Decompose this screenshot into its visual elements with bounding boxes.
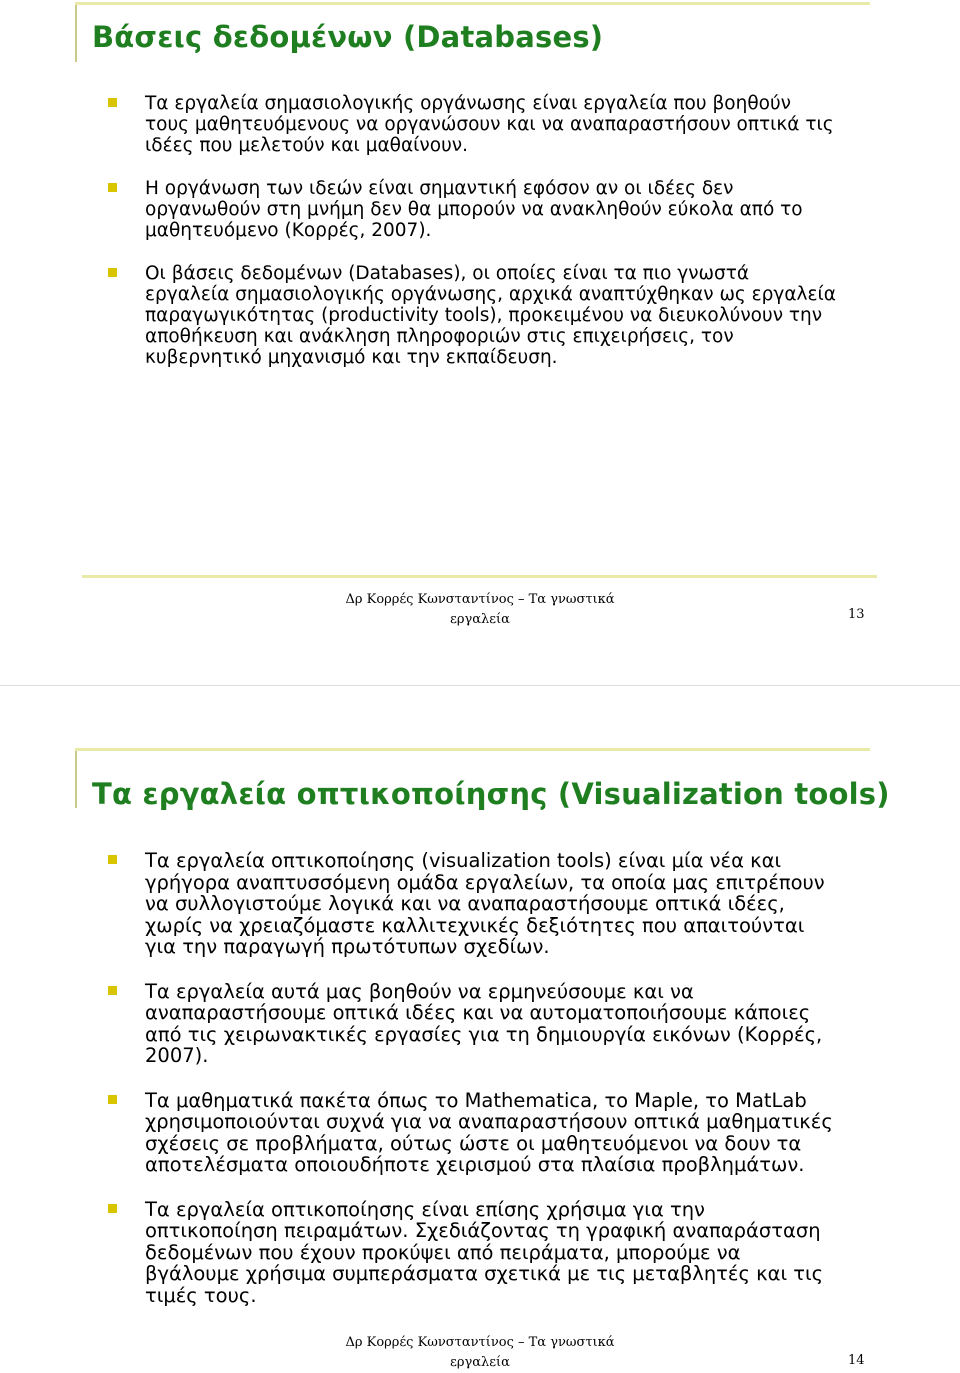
square-bullet-icon bbox=[108, 855, 117, 864]
bullet-item bbox=[108, 1199, 838, 1307]
square-bullet-icon bbox=[108, 986, 117, 995]
footer-divider bbox=[82, 575, 877, 578]
bullet-item bbox=[108, 981, 838, 1067]
slide-title: Τα εργαλεία οπτικοποίησης (Visualization tools) bbox=[92, 777, 890, 811]
bullet-text: Τα εργαλεία αυτά μας βοηθούν να ερμηνεύσουμε και να αναπαραστήσουμε οπτικά ιδέες και να αυτοματοποιήσουμε κάποιες από τις χειρωνακτικές εργασίες για τη δημιουργία εικόνων (Κορρές, 2007). bbox=[145, 979, 823, 1067]
square-bullet-icon bbox=[108, 183, 117, 192]
footer-author: Δρ Κορρές Κωνσταντίνος – Τα γνωστικά bbox=[345, 1335, 615, 1350]
slide-13 bbox=[0, 0, 960, 640]
page-number: 13 bbox=[848, 607, 865, 622]
bullet-text: Τα εργαλεία οπτικοποίησης είναι επίσης χρήσιμα για την οπτικοποίηση πειραμάτων. Σχεδιάζοντας τη γραφική αναπαράσταση δεδομένων που έχουν προκύψει από πειράματα, μπορούμε να βγάλουμε χρήσιμα συμπεράσματα σχετικά με τις μεταβλητές και τις τιμές τους. bbox=[145, 1197, 824, 1307]
footer-author: Δρ Κορρές Κωνσταντίνος – Τα γνωστικά bbox=[345, 592, 615, 607]
bullet-item bbox=[108, 263, 838, 368]
bullet-item bbox=[108, 178, 838, 241]
title-accent-horizontal bbox=[75, 748, 870, 751]
bullet-text: Οι βάσεις δεδομένων (Databases), οι οποίες είναι τα πιο γνωστά εργαλεία σημασιολογικής οργάνωσης, αρχικά αναπτύχθηκαν ως εργαλεία παραγωγικότητας (productivity tools), προκειμένου να διευκολύνουν την αποθήκευση και ανάκληση πληροφοριών στις επιχειρήσεις, τον κυβερνητικό μηχανισμό και την εκπαίδευση. bbox=[145, 263, 836, 368]
slide-title: Βάσεις δεδομένων (Databases) bbox=[92, 20, 604, 54]
bullet-list bbox=[108, 850, 838, 1329]
bullet-item bbox=[108, 93, 838, 156]
footer-subtitle: εργαλεία bbox=[450, 612, 510, 627]
footer-subtitle: εργαλεία bbox=[450, 1355, 510, 1370]
title-accent-horizontal bbox=[75, 2, 870, 5]
bullet-text: Τα μαθηματικά πακέτα όπως το Mathematica, το Maple, το MatLab χρησιμοποιούνται συχνά για να αναπαραστήσουν οπτικά μαθηματικές σχέσεις σε προβλήματα, ούτως ώστε οι μαθητευόμενοι να δουν τα αποτελέσματα οποιουδήποτε χειρισμού στα πλαίσια προβλημάτων. bbox=[145, 1088, 833, 1176]
slide-footer bbox=[0, 590, 960, 630]
bullet-item bbox=[108, 1090, 838, 1176]
page-number: 14 bbox=[848, 1353, 865, 1368]
bullet-list bbox=[108, 93, 838, 390]
square-bullet-icon bbox=[108, 1204, 117, 1213]
square-bullet-icon bbox=[108, 268, 117, 277]
title-accent-vertical bbox=[75, 2, 77, 62]
title-accent-vertical bbox=[75, 748, 77, 808]
bullet-text: Η οργάνωση των ιδεών είναι σημαντική εφόσον αν οι ιδέες δεν οργανωθούν στη μνήμη δεν θα μπορούν να ανακληθούν εύκολα από το μαθητευόμενο (Κορρές, 2007). bbox=[145, 178, 803, 241]
square-bullet-icon bbox=[108, 1095, 117, 1104]
slide-14 bbox=[0, 745, 960, 1369]
bullet-text: Τα εργαλεία οπτικοποίησης (visualization tools) είναι μία νέα και γρήγορα αναπτυσσόμενη ομάδα εργαλείων, τα οποία μας επιτρέπουν να συλλογιστούμε λογικά και να αναπαραστήσουμε οπτικά ιδέες, χωρίς να χρειαζόμαστε καλλιτεχνικές δεξιότητες που απαιτούνται για την παραγωγή πρωτότυπων σχεδίων. bbox=[145, 849, 825, 958]
page-separator bbox=[0, 685, 960, 686]
slide-footer bbox=[0, 1333, 960, 1373]
bullet-text: Τα εργαλεία σημασιολογικής οργάνωσης είναι εργαλεία που βοηθούν τους μαθητευόμενους να οργανώσουν και να αναπαραστήσουν οπτικά τις ιδέες που μελετούν και μαθαίνουν. bbox=[145, 93, 834, 156]
square-bullet-icon bbox=[108, 98, 117, 107]
bullet-item bbox=[108, 850, 838, 958]
